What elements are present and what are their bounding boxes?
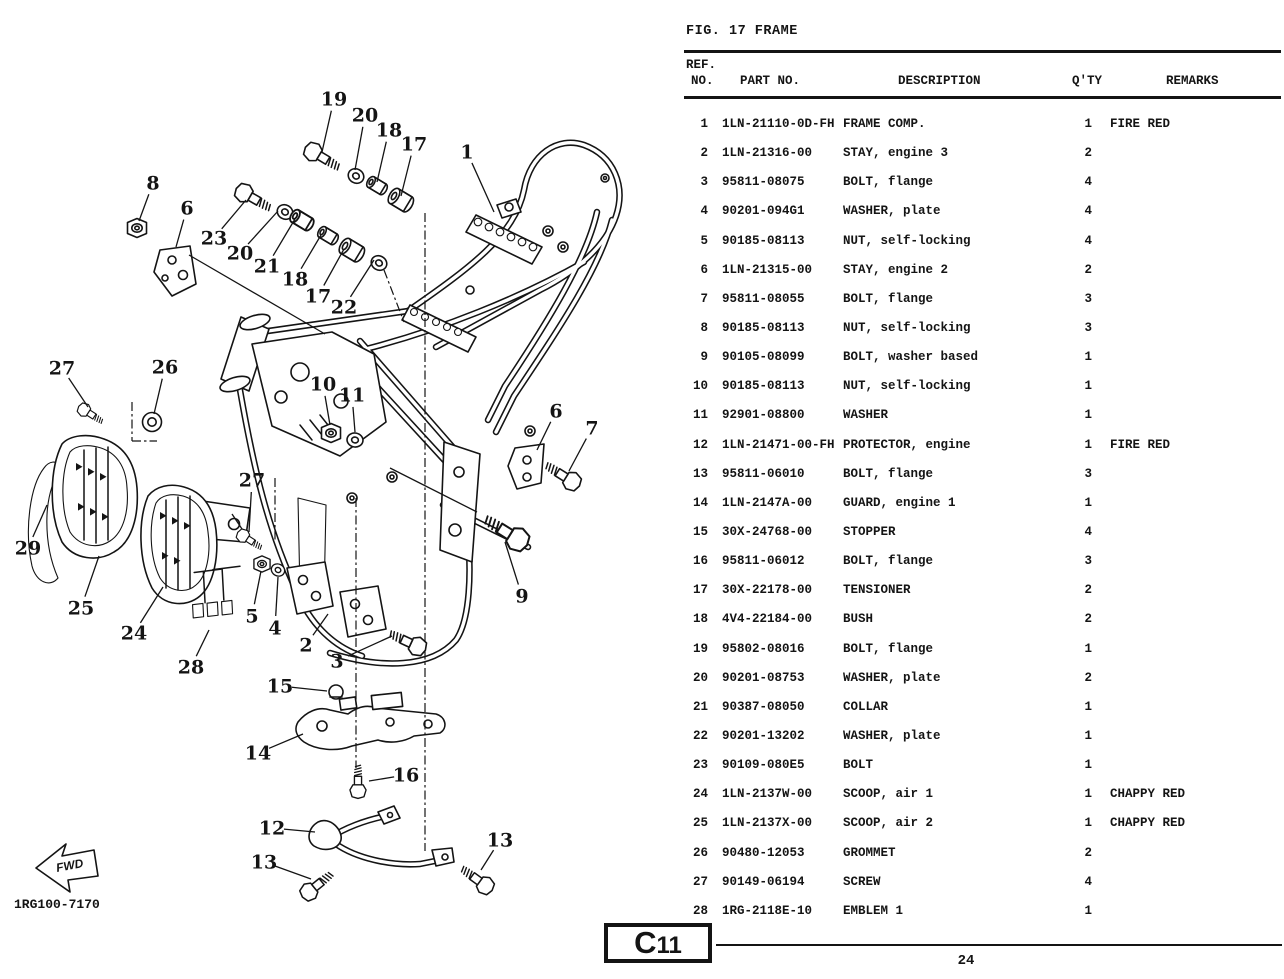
part-no-cell: 90480-12053: [722, 845, 805, 860]
callout-number: 5: [245, 605, 259, 628]
qty-cell: 1: [1084, 903, 1092, 918]
qty-cell: 1: [1084, 437, 1092, 452]
remarks-cell: CHAPPY RED: [1110, 787, 1186, 802]
pivot-plate: [440, 442, 480, 562]
collar-18b: [316, 225, 340, 246]
callout-leader: [176, 220, 184, 247]
part-no-cell: 90185-08113: [722, 320, 805, 335]
table-row: [684, 606, 1282, 635]
description-cell: NUT, self-locking: [843, 320, 971, 335]
air-scoop-2: [52, 436, 137, 558]
table-row: [684, 198, 1282, 227]
remarks-cell: FIRE RED: [1110, 437, 1171, 452]
table-row: [684, 228, 1282, 257]
callout-leader: [196, 630, 209, 656]
part-no-cell: 95811-06012: [722, 554, 805, 569]
ref-no-cell: 12: [692, 437, 708, 452]
ref-no-cell: 3: [700, 175, 708, 190]
part-no-cell: 92901-08800: [722, 408, 805, 423]
callout-leader: [85, 556, 99, 597]
ref-no-cell: 19: [692, 641, 708, 656]
callout-leader: [154, 379, 162, 414]
table-row: [684, 111, 1282, 140]
screw-27a: [75, 401, 106, 428]
callout-number: 8: [146, 172, 160, 195]
qty-cell: 3: [1084, 466, 1092, 481]
qty-cell: 1: [1084, 117, 1092, 131]
bolt-7: [541, 457, 584, 494]
table-row: [684, 723, 1282, 752]
seat-bracket-upper: [466, 199, 542, 264]
fwd-arrow: [36, 844, 98, 892]
engine-stay-brackets: [287, 562, 386, 637]
ref-no-cell: 23: [692, 758, 708, 773]
description-cell: NUT, self-locking: [843, 379, 971, 394]
callout-leader: [275, 866, 311, 879]
table-row: [684, 490, 1282, 519]
part-no-cell: 1LN-2147A-00: [722, 495, 813, 510]
part-no-cell: 1LN-2137W-00: [722, 787, 813, 802]
part-no-cell: 1LN-21315-00: [722, 262, 813, 277]
qty-cell: 4: [1084, 524, 1092, 539]
description-cell: BOLT, flange: [843, 466, 934, 481]
callout-leader: [69, 378, 88, 407]
callout-number: 28: [177, 656, 205, 679]
qty-cell: 1: [1084, 728, 1092, 743]
fwd-arrow-label: FWD: [54, 855, 85, 875]
description-cell: BOLT, flange: [843, 554, 934, 569]
part-no-cell: 1LN-21110-0D-FH: [722, 117, 835, 131]
ref-no-cell: 21: [692, 699, 708, 714]
part-no-cell: 1LN-2137X-00: [722, 816, 813, 831]
description-cell: BUSH: [843, 612, 874, 627]
ref-no-cell: 5: [700, 233, 708, 248]
callout-leader: [350, 260, 374, 297]
bolt-19: [301, 139, 344, 175]
part-no-cell: 1LN-21471-00-FH: [722, 437, 835, 452]
grommet-26: [143, 413, 162, 432]
remarks-cell: FIRE RED: [1110, 117, 1171, 131]
ref-no-cell: 25: [692, 816, 708, 831]
parts-rows: [684, 111, 1282, 927]
description-cell: SCREW: [843, 874, 881, 889]
qty-cell: 2: [1084, 612, 1092, 627]
callout-number: 6: [180, 197, 194, 220]
part-no-cell: 90109-080E5: [722, 758, 805, 773]
col-header-description: DESCRIPTION: [898, 74, 981, 88]
description-cell: NUT, self-locking: [843, 233, 971, 248]
callout-number: 21: [253, 255, 281, 278]
callout-number: 29: [14, 537, 42, 560]
ref-no-cell: 2: [700, 146, 708, 161]
qty-cell: 1: [1084, 495, 1092, 510]
qty-cell: 3: [1084, 291, 1092, 306]
callout-leader: [369, 777, 394, 781]
remarks-cell: CHAPPY RED: [1110, 816, 1186, 831]
part-no-cell: 90185-08113: [722, 233, 805, 248]
callout-leader: [139, 194, 149, 221]
col-header-ref-line1: REF.: [686, 58, 717, 72]
qty-cell: 1: [1084, 758, 1092, 773]
table-row: [684, 432, 1282, 461]
ref-no-cell: 28: [692, 903, 708, 918]
figure-title: FIG. 17 FRAME: [686, 24, 798, 39]
nut-8: [128, 219, 147, 238]
description-cell: EMBLEM 1: [843, 903, 904, 918]
part-no-cell: 90201-13202: [722, 728, 805, 743]
tensioner-17a: [386, 186, 416, 213]
callout-leader: [33, 505, 47, 537]
qty-cell: 1: [1084, 641, 1092, 656]
part-no-cell: 30X-24768-00: [722, 524, 813, 539]
qty-cell: 3: [1084, 320, 1092, 335]
table-row: [684, 781, 1282, 810]
description-cell: SCOOP, air 1: [843, 787, 934, 802]
table-row: [684, 665, 1282, 694]
table-top-rule: [684, 50, 1281, 53]
table-row: [684, 461, 1282, 490]
callout-number: 25: [67, 597, 95, 620]
qty-cell: 2: [1084, 845, 1092, 860]
description-cell: BOLT, flange: [843, 641, 934, 656]
page-number: 24: [957, 953, 975, 969]
callout-number: 27: [48, 357, 76, 380]
description-cell: TENSIONER: [843, 583, 911, 598]
nut-5: [254, 556, 270, 572]
qty-cell: 2: [1084, 583, 1092, 598]
bolt-3: [386, 625, 429, 659]
part-no-cell: 95811-08055: [722, 291, 805, 306]
callout-number: 23: [200, 227, 228, 250]
ref-no-cell: 13: [692, 466, 708, 481]
section-code-letter: C: [634, 925, 657, 960]
washer-20a: [346, 166, 367, 186]
ref-no-cell: 11: [692, 408, 708, 423]
footer-rule: [716, 944, 1282, 946]
qty-cell: 4: [1084, 175, 1092, 190]
qty-cell: 1: [1084, 816, 1092, 831]
ref-no-cell: 17: [692, 583, 708, 598]
description-cell: FRAME COMP.: [843, 117, 926, 131]
bolt-13a: [297, 867, 337, 904]
qty-cell: 1: [1084, 350, 1092, 365]
part-no-cell: 90201-094G1: [722, 204, 805, 219]
callout-leader: [401, 156, 411, 196]
description-cell: BOLT, flange: [843, 291, 934, 306]
callout-number: 27: [238, 469, 266, 492]
ref-no-cell: 15: [692, 524, 708, 539]
parts-table: [684, 0, 1282, 979]
description-cell: WASHER, plate: [843, 204, 941, 219]
ref-no-cell: 4: [700, 204, 708, 219]
description-cell: GUARD, engine 1: [843, 495, 956, 510]
qty-cell: 2: [1084, 262, 1092, 277]
part-no-cell: 90185-08113: [722, 379, 805, 394]
part-no-cell: 95811-08075: [722, 175, 805, 190]
section-code-box: [604, 923, 712, 963]
table-header-rule: [684, 96, 1281, 99]
callout-number: 10: [309, 373, 337, 396]
callout-leader: [222, 200, 246, 229]
callout-leader: [569, 439, 586, 471]
description-cell: BOLT, washer based: [843, 350, 979, 365]
callout-leader: [472, 163, 494, 212]
collar-21: [288, 208, 316, 232]
part-no-cell: 4V4-22184-00: [722, 612, 813, 627]
callout-number: 22: [330, 296, 358, 319]
callout-number: 11: [338, 384, 366, 407]
table-row: [684, 286, 1282, 315]
ref-no-cell: 7: [700, 291, 708, 306]
part-no-cell: 90149-06194: [722, 874, 805, 889]
description-cell: BOLT: [843, 758, 874, 773]
callout-number: 26: [151, 356, 179, 379]
engine-guard: [296, 692, 445, 749]
bolt-16: [350, 765, 366, 798]
callout-number: 16: [392, 764, 420, 787]
ref-no-cell: 24: [692, 787, 708, 802]
ref-no-cell: 8: [700, 320, 708, 335]
callout-number: 9: [515, 585, 529, 608]
stopper: [329, 685, 343, 699]
callout-number: 18: [281, 268, 309, 291]
ref-no-cell: 27: [692, 874, 708, 889]
table-row: [684, 869, 1282, 898]
ref-no-cell: 20: [692, 670, 708, 685]
table-row: [684, 840, 1282, 869]
description-cell: SCOOP, air 2: [843, 816, 934, 831]
part-no-cell: 95802-08016: [722, 641, 805, 656]
callout-number: 19: [320, 88, 348, 111]
description-cell: PROTECTOR, engine: [843, 437, 971, 452]
part-no-cell: 95811-06010: [722, 466, 805, 481]
table-row: [684, 636, 1282, 665]
qty-cell: 1: [1084, 408, 1092, 423]
bolt-23: [232, 180, 275, 216]
part-no-cell: 30X-22178-00: [722, 583, 813, 598]
description-cell: STAY, engine 3: [843, 146, 949, 161]
air-scoop-1: [141, 485, 250, 603]
description-cell: GROMMET: [843, 845, 896, 860]
description-cell: WASHER: [843, 408, 889, 423]
ref-no-cell: 22: [692, 728, 708, 743]
qty-cell: 1: [1084, 699, 1092, 714]
part-no-cell: 1LN-21316-00: [722, 146, 813, 161]
section-code-digits: 11: [656, 931, 682, 959]
callout-leader: [324, 249, 344, 285]
ref-no-cell: 26: [692, 845, 708, 860]
callout-number: 13: [486, 829, 514, 852]
callout-number: 12: [258, 817, 286, 840]
callout-leader: [276, 577, 278, 616]
ref-no-cell: 6: [700, 262, 708, 277]
callout-leader: [355, 127, 363, 170]
table-row: [684, 373, 1282, 402]
engine-stay-left: [154, 246, 196, 296]
ref-no-cell: 10: [692, 379, 708, 394]
callout-leader: [348, 636, 392, 656]
qty-cell: 1: [1084, 379, 1092, 394]
table-row: [684, 402, 1282, 431]
callout-leader: [481, 850, 494, 870]
callout-number: 7: [585, 417, 599, 440]
qty-cell: 4: [1084, 874, 1092, 889]
ref-no-cell: 14: [692, 495, 708, 510]
ref-no-cell: 16: [692, 554, 708, 569]
callout-number: 6: [549, 400, 563, 423]
callout-number: 18: [375, 119, 403, 142]
table-row: [684, 169, 1282, 198]
callout-number: 14: [244, 742, 272, 765]
table-row: [684, 548, 1282, 577]
col-header-ref-line2: NO.: [691, 74, 714, 88]
ref-no-cell: 18: [692, 612, 708, 627]
nut-10: [322, 424, 341, 443]
callout-leader: [269, 734, 303, 748]
callout-leader: [322, 111, 331, 152]
tensioner-17b: [337, 236, 367, 263]
ref-no-cell: 1: [700, 117, 708, 131]
description-cell: WASHER, plate: [843, 728, 941, 743]
table-row: [684, 344, 1282, 373]
drawing-number: 1RG100-7170: [14, 897, 100, 912]
callout-number: 2: [299, 634, 313, 657]
qty-cell: 4: [1084, 233, 1092, 248]
table-row: [684, 315, 1282, 344]
callout-number: 20: [351, 104, 379, 127]
callout-number: 13: [250, 851, 278, 874]
table-row: [684, 810, 1282, 839]
callout-number: 3: [330, 650, 344, 673]
bolt-13b: [457, 861, 498, 897]
callout-leader: [301, 235, 321, 269]
table-row: [684, 140, 1282, 169]
engine-stay-right: [508, 444, 544, 489]
qty-cell: 2: [1084, 146, 1092, 161]
callout-number: 24: [120, 622, 148, 645]
ref-no-cell: 9: [700, 350, 708, 365]
table-row: [684, 257, 1282, 286]
callout-number: 4: [268, 617, 282, 640]
description-cell: STOPPER: [843, 524, 896, 539]
part-no-cell: 1RG-2118E-10: [722, 903, 813, 918]
table-row: [684, 577, 1282, 606]
callout-number: 15: [266, 675, 294, 698]
callout-number: 17: [304, 285, 332, 308]
col-header-part: PART NO.: [740, 74, 801, 88]
callout-leader: [292, 687, 327, 691]
engine-protector-ends: [309, 806, 454, 866]
frame-plates: [28, 174, 609, 866]
col-header-qty: Q'TY: [1072, 74, 1103, 88]
callout-number: 17: [400, 133, 428, 156]
callout-leader: [140, 587, 163, 623]
qty-cell: 1: [1084, 787, 1092, 802]
description-cell: COLLAR: [843, 699, 889, 714]
description-cell: BOLT, flange: [843, 175, 934, 190]
callout-leader: [273, 219, 295, 256]
table-row: [684, 898, 1282, 927]
table-row: [684, 694, 1282, 723]
qty-cell: 4: [1084, 204, 1092, 219]
description-cell: STAY, engine 2: [843, 262, 949, 277]
callout-leader: [254, 571, 261, 604]
callout-leader: [248, 211, 278, 244]
callout-number: 1: [460, 141, 474, 164]
callout-leader: [377, 142, 386, 182]
qty-cell: 3: [1084, 554, 1092, 569]
table-row: [684, 752, 1282, 781]
table-row: [684, 519, 1282, 548]
description-cell: WASHER, plate: [843, 670, 941, 685]
qty-cell: 2: [1084, 670, 1092, 685]
part-no-cell: 90105-08099: [722, 350, 805, 365]
part-no-cell: 90201-08753: [722, 670, 805, 685]
collar-18a: [365, 175, 389, 196]
col-header-remarks: REMARKS: [1166, 74, 1219, 88]
part-no-cell: 90387-08050: [722, 699, 805, 714]
callout-number: 20: [226, 242, 254, 265]
